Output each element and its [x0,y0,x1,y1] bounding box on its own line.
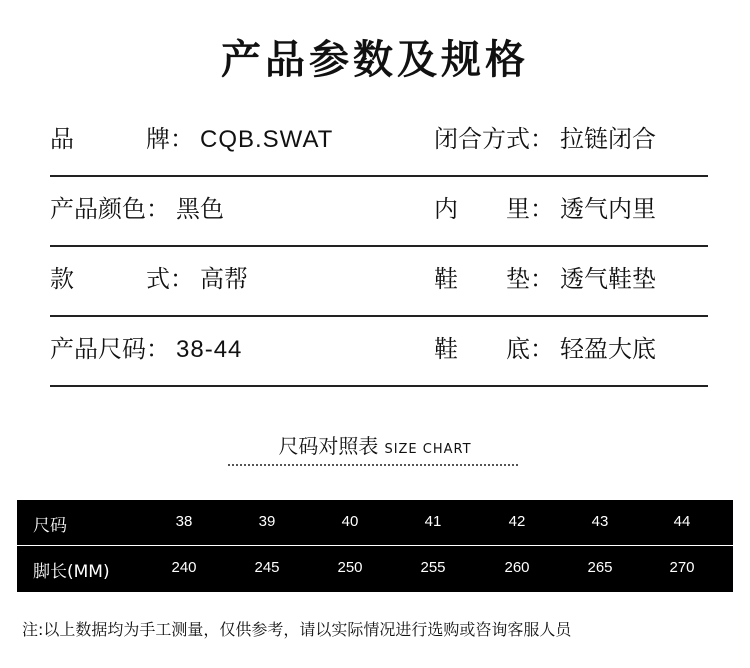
size-value: 38-44 [176,336,243,363]
foot-length-cell: 250 [337,559,363,576]
brand-label-b: 牌 [146,125,170,153]
foot-length-cell: 270 [669,559,695,576]
spec-style [50,259,248,294]
closure-value: 拉链闭合 [560,125,656,153]
spec-row-color [50,175,708,247]
foot-length-cell: 260 [504,559,530,576]
size-chart-title [0,430,750,459]
foot-length-header: 脚长(MM) [33,562,110,582]
size-chart-title-cn: 尺码对照表 [278,434,379,458]
sole-label-b: 底 [506,335,530,363]
foot-length-cell: 255 [420,559,446,576]
colon: ： [530,335,554,363]
closure-label: 闭合方式 [434,125,530,153]
size-cell: 44 [673,513,691,530]
spec-insole [434,259,656,294]
page-title: 产品参数及规格 [221,37,529,83]
size-table [17,500,733,592]
spec-lining [434,189,656,224]
dotted-divider [228,464,518,466]
size-chart-title-en: SIZE CHART [384,442,472,457]
colon: ： [146,335,170,363]
colon: ： [530,195,554,223]
colon: ： [170,125,194,153]
foot-length-cell: 245 [254,559,280,576]
size-cell: 43 [591,513,609,530]
foot-length-cell: 265 [587,559,613,576]
size-cell: 38 [175,513,193,530]
spec-color [50,189,224,224]
spec-size [50,329,242,364]
sole-label-a: 鞋 [434,335,458,363]
foot-length-cell: 240 [171,559,197,576]
lining-label-a: 内 [434,195,458,223]
spec-row-style [50,245,708,317]
colon: ： [146,195,170,223]
color-value: 黑色 [176,195,224,223]
foot-length-row [17,546,733,591]
brand-value: CQB.SWAT [200,126,334,153]
color-label: 产品颜色 [50,195,146,223]
spec-brand [50,119,333,154]
sole-value: 轻盈大底 [560,335,656,363]
lining-value: 透气内里 [560,195,656,223]
disclaimer-note: 注:以上数据均为手工测量，仅供参考，请以实际情况进行选购或咨询客服人员 [22,620,572,639]
colon: ： [170,265,194,293]
size-cell: 41 [424,513,442,530]
size-cell: 42 [508,513,526,530]
colon: ： [530,125,554,153]
spec-row-size [50,315,708,387]
spec-row-brand [50,105,708,177]
insole-label-b: 垫 [506,265,530,293]
lining-label-b: 里 [506,195,530,223]
style-value: 高帮 [200,265,248,293]
size-row [17,500,733,545]
colon: ： [530,265,554,293]
style-label-b: 式 [146,265,170,293]
spec-closure [434,119,656,154]
insole-label-a: 鞋 [434,265,458,293]
style-label-a: 款 [50,265,74,293]
size-cell: 39 [258,513,276,530]
spec-sole [434,329,656,364]
size-label: 产品尺码 [50,335,146,363]
brand-label-a: 品 [50,125,74,153]
size-row-header: 尺码 [33,516,67,536]
insole-value: 透气鞋垫 [560,265,656,293]
size-cell: 40 [341,513,359,530]
